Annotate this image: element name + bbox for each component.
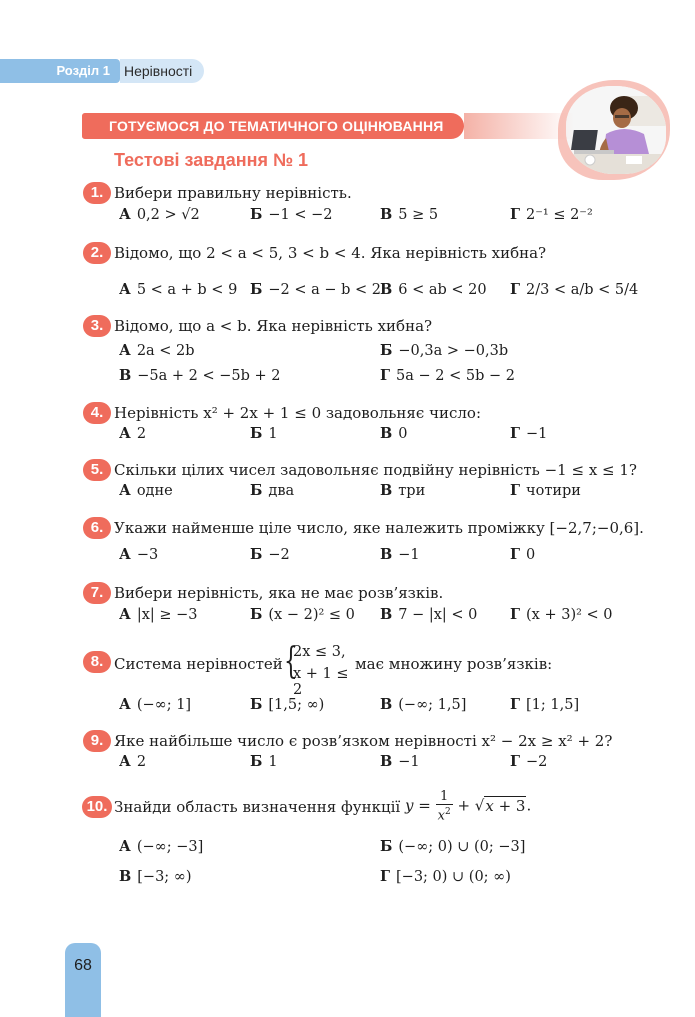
task-9-question: Яке найбільше число є розв’язком нерівності x² − 2x ≥ x² + 2? xyxy=(114,732,613,750)
function-formula: y = $\frac{1}{x^2}$ + √x + 3. xyxy=(405,789,532,824)
task-9-option-c[interactable]: В −1 xyxy=(380,753,420,770)
task-6-option-c[interactable]: В −1 xyxy=(380,546,420,563)
task-9-option-a[interactable]: А 2 xyxy=(119,753,147,770)
banner-title: ГОТУЄМОСЯ ДО ТЕМАТИЧНОГО ОЦІНЮВАННЯ xyxy=(109,118,444,134)
student-photo xyxy=(566,86,666,174)
task-7-question: Вибери нерівність, яка не має розв’язків. xyxy=(114,584,444,602)
task-10-option-d[interactable]: Г [−3; 0) ∪ (0; ∞) xyxy=(380,868,511,885)
task-6-question: Укажи найменше ціле число, яке належить проміжку [−2,7;−0,6]. xyxy=(114,519,644,537)
task-9-option-d[interactable]: Г −2 xyxy=(510,753,548,770)
task-2-option-a[interactable]: А 5 < a + b < 9 xyxy=(119,281,238,298)
task-3-question: Відомо, що a < b. Яка нерівність хибна? xyxy=(114,317,433,335)
task-7-option-a[interactable]: А |x| ≥ −3 xyxy=(119,606,198,623)
task-3-option-d[interactable]: Г 5a − 2 < 5b − 2 xyxy=(380,367,515,384)
task-number-3: 3. xyxy=(83,315,111,337)
task-1-option-c[interactable]: В 5 ≥ 5 xyxy=(380,206,439,223)
task-2-option-d[interactable]: Г 2/3 < a/b < 5/4 xyxy=(510,281,639,298)
task-number-4: 4. xyxy=(83,402,111,424)
task-8-option-c[interactable]: В (−∞; 1,5] xyxy=(380,696,467,713)
task-1-option-d[interactable]: Г 2⁻¹ ≤ 2⁻² xyxy=(510,206,593,223)
task-8-option-b[interactable]: Б [1,5; ∞) xyxy=(250,696,325,713)
section-tab xyxy=(0,59,120,83)
task-4-question: Нерівність x² + 2x + 1 ≤ 0 задовольняє число: xyxy=(114,404,481,422)
task-2-option-c[interactable]: В 6 < ab < 20 xyxy=(380,281,487,298)
task-number-8: 8. xyxy=(83,651,111,673)
task-1-question: Вибери правильну нерівність. xyxy=(114,184,352,202)
task-7-option-c[interactable]: В 7 − |x| < 0 xyxy=(380,606,478,623)
task-5-question: Скільки цілих чисел задовольняє подвійну нерівність −1 ≤ x ≤ 1? xyxy=(114,461,637,479)
inequality-system xyxy=(284,641,354,698)
task-10-option-b[interactable]: Б (−∞; 0) ∪ (0; −3] xyxy=(380,838,526,855)
task-8-option-d[interactable]: Г [1; 1,5] xyxy=(510,696,580,713)
test-title: Тестові завдання № 1 xyxy=(114,150,309,170)
section-label: Розділ 1 xyxy=(56,63,110,78)
task-number-1: 1. xyxy=(83,182,111,204)
topic-label: Нерівності xyxy=(124,63,193,79)
task-2-option-b[interactable]: Б −2 < a − b < 2 xyxy=(250,281,382,298)
task-5-option-c[interactable]: В три xyxy=(380,482,426,499)
task-8-question-start: Система нерівностей xyxy=(114,655,283,673)
task-number-2: 2. xyxy=(83,242,111,264)
section-banner xyxy=(82,113,464,139)
task-5-option-b[interactable]: Б два xyxy=(250,482,295,499)
task-10-option-c[interactable]: В [−3; ∞) xyxy=(119,868,192,885)
system-line-1: 2x ≤ 3, xyxy=(293,644,346,660)
student-at-laptop-illustration xyxy=(566,86,666,174)
task-8-option-a[interactable]: А (−∞; 1] xyxy=(119,696,192,713)
task-7-option-b[interactable]: Б (x − 2)² ≤ 0 xyxy=(250,606,355,623)
system-brace: { xyxy=(284,641,298,682)
task-3-option-a[interactable]: А 2a < 2b xyxy=(119,342,195,359)
task-6-option-b[interactable]: Б −2 xyxy=(250,546,290,563)
task-6-option-a[interactable]: А −3 xyxy=(119,546,159,563)
task-3-option-b[interactable]: Б −0,3a > −0,3b xyxy=(380,342,509,359)
topic-tab xyxy=(120,59,204,83)
task-number-10: 10. xyxy=(82,796,112,818)
task-7-option-d[interactable]: Г (x + 3)² < 0 xyxy=(510,606,613,623)
task-4-option-d[interactable]: Г −1 xyxy=(510,425,548,442)
task-5-option-d[interactable]: Г чотири xyxy=(510,482,581,499)
task-4-option-b[interactable]: Б 1 xyxy=(250,425,278,442)
task-10-question: Знайди область визначення функції xyxy=(114,798,401,816)
task-number-5: 5. xyxy=(83,459,111,481)
task-6-option-d[interactable]: Г 0 xyxy=(510,546,536,563)
task-number-9: 9. xyxy=(83,730,111,752)
task-5-option-a[interactable]: А одне xyxy=(119,482,173,499)
task-3-option-c[interactable]: В −5a + 2 < −5b + 2 xyxy=(119,367,281,384)
task-2-question: Відомо, що 2 < a < 5, 3 < b < 4. Яка нерівність хибна? xyxy=(114,244,547,262)
banner-fade xyxy=(464,113,574,139)
task-number-6: 6. xyxy=(83,517,111,539)
task-1-option-a[interactable]: А 0,2 > √2 xyxy=(119,206,200,223)
task-4-option-a[interactable]: А 2 xyxy=(119,425,147,442)
page-number: 68 xyxy=(74,957,92,974)
task-10-option-a[interactable]: А (−∞; −3] xyxy=(119,838,204,855)
fraction-one-over-x-squared: $\frac{1}{x^2}$ xyxy=(437,789,451,824)
task-9-option-b[interactable]: Б 1 xyxy=(250,753,278,770)
task-number-7: 7. xyxy=(83,582,111,604)
task-8-question-end: має множину розв’язків: xyxy=(355,655,553,673)
task-4-option-c[interactable]: В 0 xyxy=(380,425,408,442)
task-1-option-b[interactable]: Б −1 < −2 xyxy=(250,206,333,223)
page-number-tab xyxy=(65,943,101,1017)
system-line-2: x + 1 ≤ 2 xyxy=(293,666,349,698)
